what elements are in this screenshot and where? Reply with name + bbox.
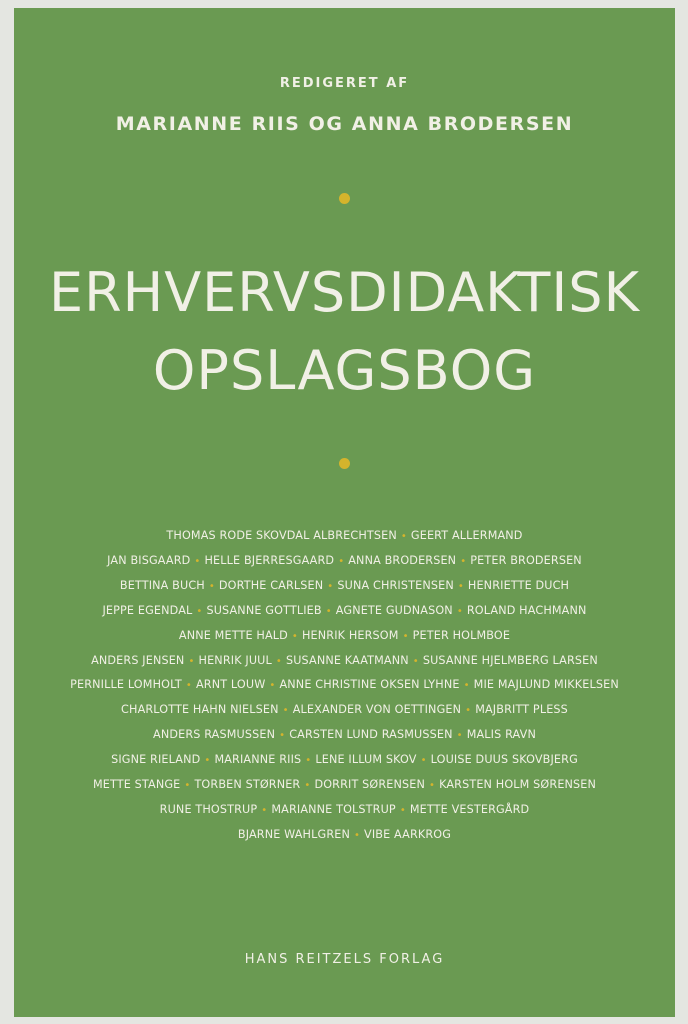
contributor-name: JAN BISGAARD: [107, 553, 191, 567]
separator-dot-icon: •: [338, 555, 345, 567]
separator-dot-icon: •: [282, 705, 289, 717]
contributor-name: HENRIK JUUL: [198, 653, 272, 667]
contributor-name: MALIS RAVN: [466, 728, 536, 742]
separator-dot-icon: •: [463, 680, 470, 692]
contributor-line: [24, 723, 665, 748]
contributor-name: LOUISE DUUS SKOVBJERG: [430, 753, 578, 767]
contributor-name: TORBEN STØRNER: [194, 778, 301, 792]
contributor-line: [24, 798, 665, 823]
contributor-name: SUSANNE GOTTLIEB: [206, 603, 322, 617]
separator-dot-icon: •: [429, 780, 436, 792]
contributor-name: PERNILLE LOMHOLT: [70, 678, 182, 692]
separator-dot-icon: •: [465, 705, 472, 717]
contributor-line: [24, 673, 665, 698]
contributor-name: METTE VESTERGÅRD: [409, 802, 530, 816]
separator-dot-icon: •: [305, 755, 312, 767]
separator-dot-icon: •: [457, 580, 464, 592]
contributor-name: DORTHE CARLSEN: [218, 578, 324, 592]
contributor-name: BJARNE WAHLGREN: [237, 827, 350, 841]
contributor-name: MAJBRITT PLESS: [475, 703, 568, 717]
contributor-line: [24, 698, 665, 723]
separator-dot-icon: •: [325, 605, 332, 617]
separator-dot-icon: •: [185, 680, 192, 692]
separator-dot-icon: •: [327, 580, 334, 592]
accent-dot-top: [339, 193, 350, 204]
separator-dot-icon: •: [353, 829, 361, 841]
contributor-name: SUNA CHRISTENSEN: [337, 578, 454, 592]
contributor-name: GEERT ALLERMAND: [410, 529, 523, 542]
contributor-name: SUSANNE KAATMANN: [285, 653, 409, 667]
contributor-name: THOMAS RODE SKOVDAL ALBRECHTSEN: [166, 529, 397, 542]
separator-dot-icon: •: [291, 630, 298, 642]
separator-dot-icon: •: [261, 804, 268, 816]
separator-dot-icon: •: [304, 780, 311, 792]
editor-label: REDIGERET AF: [279, 76, 410, 91]
separator-dot-icon: •: [279, 730, 286, 742]
separator-dot-icon: •: [196, 605, 203, 617]
separator-dot-icon: •: [456, 605, 463, 617]
contributor-name: ARNT LOUW: [195, 678, 266, 692]
contributor-name: MARIANNE RIIS: [214, 753, 302, 767]
separator-dot-icon: •: [188, 655, 195, 667]
contributor-name: SIGNE RIELAND: [111, 753, 201, 767]
contributor-name: CARSTEN LUND RASMUSSEN: [289, 728, 453, 742]
contributor-name: ALEXANDER VON OETTINGEN: [292, 703, 462, 717]
contributor-name: BETTINA BUCH: [119, 578, 205, 592]
contributor-name: CHARLOTTE HAHN NIELSEN: [121, 703, 279, 717]
separator-dot-icon: •: [275, 655, 282, 667]
separator-dot-icon: •: [420, 755, 427, 767]
contributor-line: [24, 524, 665, 549]
contributor-line: [24, 549, 665, 574]
contributor-name: METTE STANGE: [92, 778, 181, 792]
title-line-2: OPSLAGSBOG: [152, 339, 537, 402]
contributor-name: HENRIK HERSOM: [301, 628, 399, 642]
editors-names: MARIANNE RIIS OG ANNA BRODERSEN: [115, 113, 574, 135]
separator-dot-icon: •: [194, 555, 201, 567]
contributor-line: [24, 748, 665, 773]
contributor-name: ROLAND HACHMANN: [466, 603, 587, 617]
contributor-line: [24, 624, 665, 649]
separator-dot-icon: •: [184, 780, 191, 792]
contributor-name: JEPPE EGENDAL: [102, 603, 193, 617]
separator-dot-icon: •: [204, 755, 211, 767]
contributor-name: ANDERS JENSEN: [91, 653, 185, 667]
contributor-name: AGNETE GUDNASON: [335, 603, 453, 617]
publisher-name: HANS REITZELS FORLAG: [244, 952, 445, 967]
separator-dot-icon: •: [399, 804, 406, 816]
separator-dot-icon: •: [412, 655, 419, 667]
contributor-name: ANNE METTE HALD: [178, 628, 288, 642]
separator-dot-icon: •: [400, 531, 407, 542]
title-line-1: ERHVERVSDIDAKTISK: [49, 261, 640, 324]
contributor-name: ANDERS RASMUSSEN: [153, 728, 276, 742]
contributor-name: PETER BRODERSEN: [470, 553, 582, 567]
contributor-name: PETER HOLMBOE: [412, 628, 511, 642]
contributor-name: KARSTEN HOLM SØRENSEN: [439, 778, 597, 792]
contributor-name: MIE MAJLUND MIKKELSEN: [473, 678, 619, 692]
contributor-name: ANNA BRODERSEN: [348, 553, 457, 567]
separator-dot-icon: •: [208, 580, 215, 592]
contributor-line: [24, 599, 665, 624]
accent-dot-bottom: [339, 458, 350, 469]
contributor-name: LENE ILLUM SKOV: [315, 753, 417, 767]
contributor-line: [24, 574, 665, 599]
contributor-name: SUSANNE HJELMBERG LARSEN: [422, 653, 598, 667]
contributor-line: [24, 773, 665, 798]
separator-dot-icon: •: [460, 555, 467, 567]
contributor-name: HENRIETTE DUCH: [467, 578, 570, 592]
separator-dot-icon: •: [269, 680, 276, 692]
contributor-name: ANNE CHRISTINE OKSEN LYHNE: [279, 678, 460, 692]
contributors-list: [24, 524, 665, 848]
contributor-name: HELLE BJERRESGAARD: [204, 553, 335, 567]
separator-dot-icon: •: [456, 730, 463, 742]
contributor-line: [24, 649, 665, 674]
contributor-name: VIBE AARKROG: [364, 827, 452, 841]
contributor-name: MARIANNE TOLSTRUP: [271, 802, 396, 816]
book-cover: [14, 8, 675, 1017]
contributor-line: [24, 823, 665, 848]
contributor-name: DORRIT SØRENSEN: [314, 778, 426, 792]
separator-dot-icon: •: [402, 630, 409, 642]
contributor-name: RUNE THOSTRUP: [159, 802, 258, 816]
